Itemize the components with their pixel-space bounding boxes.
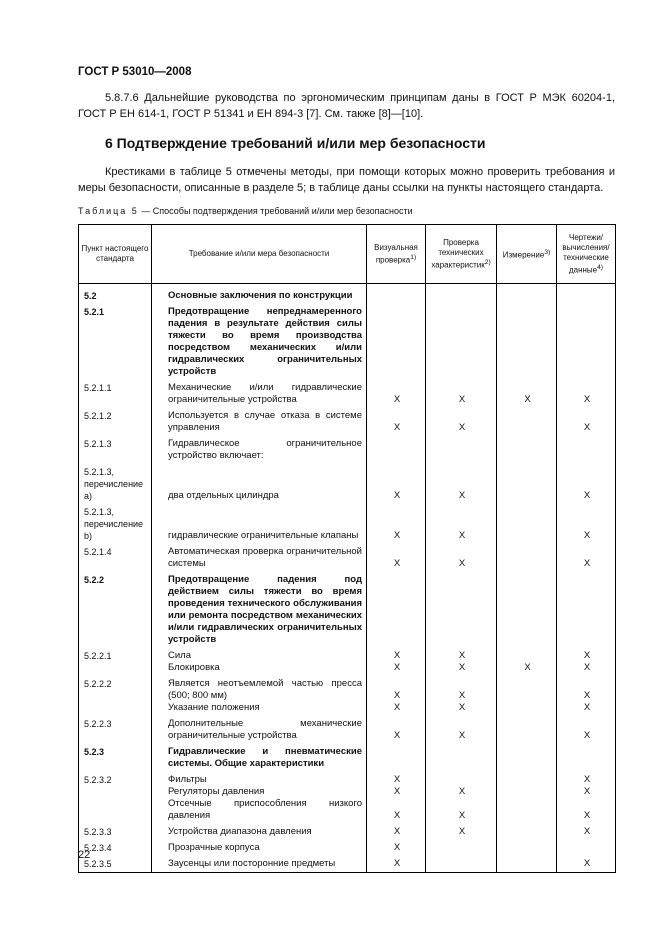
clause-cell: 5.2.3.2	[79, 772, 152, 824]
drawings-mark: X X	[557, 648, 616, 676]
requirement-cell	[152, 408, 367, 436]
functional-mark: X X	[426, 772, 497, 824]
paragraph-5-8-7-6: 5.8.7.6 Дальнейшие руководства по эргономическим принципам даны в ГОСТ Р МЭК 60204-1, ГОСТ Р ЕН 614-1, ГОСТ Р 51341 и ЕН 894-3 [7]. См. также [8]—[10].	[78, 92, 615, 120]
visual-mark	[367, 744, 426, 772]
section-intro-paragraph: Крестиками в таблице 5 отмечены методы, при помощи которых можно проверить требования и меры безопасности, описанные в разделе 5; в таблице даны ссылки на пункты настоящего стандарта.	[78, 166, 615, 194]
visual-mark: X X	[367, 648, 426, 676]
requirement-cell	[152, 744, 367, 772]
table-row	[79, 408, 616, 436]
requirement-line: Гидравлические и пневматические системы. Общие характеристики	[168, 746, 362, 769]
requirement-cell	[152, 716, 367, 744]
requirement-line: Механические и/или гидравлические ограничительные устройства	[168, 382, 362, 405]
table-caption	[78, 206, 413, 216]
section-title: 6 Подтверждение требований и/или мер безопасности	[105, 135, 486, 151]
requirement-line: Регуляторы давления	[168, 786, 265, 797]
requirement-line: Предотвращение падения под действием силы тяжести во время проведения технического обслуживания или ремонта посредством механических и/или гидравлических ограничительных устройств	[168, 574, 362, 645]
clause-cell: 5.2.2.2	[79, 676, 152, 716]
table-row	[79, 504, 616, 544]
clause-cell: 5.2.3.5	[79, 856, 152, 873]
drawings-mark: X	[557, 504, 616, 544]
visual-mark	[367, 436, 426, 464]
clause-cell: 5.2.1.3	[79, 436, 152, 464]
requirement-line: Является неотъемлемой частью пресса (500; 800 мм)	[168, 678, 362, 701]
drawings-mark	[557, 304, 616, 380]
drawings-mark: X	[557, 464, 616, 504]
visual-mark: X	[367, 544, 426, 572]
functional-mark: X X	[426, 676, 497, 716]
table-row	[79, 284, 616, 305]
functional-mark	[426, 744, 497, 772]
requirement-cell	[152, 380, 367, 408]
visual-mark	[367, 284, 426, 305]
drawings-mark: X	[557, 544, 616, 572]
requirement-line: Дополнительные механические ограничительные устройства	[168, 718, 362, 741]
visual-mark	[367, 304, 426, 380]
measurement-mark	[497, 716, 557, 744]
functional-mark: X	[426, 544, 497, 572]
functional-mark: X	[426, 464, 497, 504]
clause-cell: 5.2.1.1	[79, 380, 152, 408]
clause-cell: 5.2.2.3	[79, 716, 152, 744]
requirement-cell	[152, 464, 367, 504]
table-row	[79, 648, 616, 676]
functional-mark	[426, 436, 497, 464]
requirement-cell	[152, 544, 367, 572]
page-number: 22	[78, 849, 91, 861]
visual-mark: X	[367, 824, 426, 840]
measurement-mark	[497, 504, 557, 544]
clause-cell: 5.2.1.4	[79, 544, 152, 572]
requirement-line: Прозрачные корпуса	[168, 842, 260, 853]
measurement-mark: X	[497, 648, 557, 676]
clause-cell: 5.2.3.3	[79, 824, 152, 840]
table-row	[79, 744, 616, 772]
drawings-mark: X	[557, 824, 616, 840]
drawings-mark	[557, 284, 616, 305]
clause-cell: 5.2.1.3, перечисление b)	[79, 504, 152, 544]
clause-cell: 5.2.1.3, перечисление а)	[79, 464, 152, 504]
header-functional-check: Проверка технических характеристик$^{2)}$	[426, 225, 497, 284]
visual-mark: X	[367, 380, 426, 408]
measurement-mark	[497, 824, 557, 840]
table-row	[79, 856, 616, 873]
clause-cell: 5.2.3.4	[79, 840, 152, 856]
drawings-mark	[557, 572, 616, 648]
functional-mark	[426, 572, 497, 648]
requirement-line: Устройства диапазона давления	[168, 826, 312, 837]
document-header: ГОСТ Р 53010—2008	[78, 66, 192, 78]
requirement-cell	[152, 572, 367, 648]
visual-mark: X	[367, 408, 426, 436]
clause-cell: 5.2.1.2	[79, 408, 152, 436]
clause-cell: 5.2.2.1	[79, 648, 152, 676]
visual-mark: X	[367, 716, 426, 744]
requirement-cell	[152, 856, 367, 873]
measurement-mark	[497, 744, 557, 772]
table-row	[79, 544, 616, 572]
visual-mark: X	[367, 504, 426, 544]
measurement-mark	[497, 408, 557, 436]
table-row	[79, 304, 616, 380]
measurement-mark	[497, 676, 557, 716]
table-row	[79, 436, 616, 464]
requirement-line: Блокировка	[168, 662, 220, 673]
requirement-line: Предотвращение непреднамеренного падения в результате действия силы тяжести во время производства посредством механических и/или гидравлических ограничительных устройств	[168, 306, 362, 377]
functional-mark: X	[426, 716, 497, 744]
visual-mark: X	[367, 464, 426, 504]
requirement-line: Автоматическая проверка ограничительной системы	[168, 546, 362, 569]
table-row	[79, 840, 616, 856]
visual-mark: X	[367, 840, 426, 856]
functional-mark	[426, 304, 497, 380]
measurement-mark	[497, 284, 557, 305]
table-row	[79, 464, 616, 504]
visual-mark	[367, 572, 426, 648]
functional-mark	[426, 284, 497, 305]
requirement-line: Фильтры	[168, 774, 207, 785]
requirement-cell	[152, 676, 367, 716]
requirement-cell	[152, 840, 367, 856]
measurement-mark	[497, 464, 557, 504]
requirement-cell	[152, 436, 367, 464]
functional-mark: X	[426, 504, 497, 544]
header-clause: Пункт настоящего стандарта	[79, 225, 152, 284]
table-header-row	[79, 225, 616, 284]
drawings-mark	[557, 744, 616, 772]
table-caption-text: — Способы подтверждения требований и/или мер безопасности	[138, 206, 413, 216]
measurement-mark	[497, 840, 557, 856]
requirement-line: гидравлические ограничительные клапаны	[168, 530, 359, 541]
requirement-cell	[152, 284, 367, 305]
requirement-line: Основные заключения по конструкции	[168, 290, 353, 301]
requirement-cell	[152, 772, 367, 824]
requirement-line: Заусенцы или посторонние предметы	[168, 858, 336, 869]
drawings-mark	[557, 436, 616, 464]
verification-table	[78, 224, 616, 873]
drawings-mark: X	[557, 856, 616, 873]
clause-cell: 5.2.1	[79, 304, 152, 380]
table-row	[79, 676, 616, 716]
header-visual-check: Визуальная проверка$^{1)}$	[367, 225, 426, 284]
measurement-mark	[497, 436, 557, 464]
requirement-line: Сила	[168, 650, 191, 661]
visual-mark: X X X	[367, 772, 426, 824]
requirement-line: два отдельных цилиндра	[168, 490, 279, 501]
requirement-cell	[152, 824, 367, 840]
measurement-mark	[497, 572, 557, 648]
measurement-mark	[497, 544, 557, 572]
measurement-mark	[497, 772, 557, 824]
clause-cell: 5.2.2	[79, 572, 152, 648]
drawings-mark: X	[557, 408, 616, 436]
visual-mark: X X	[367, 676, 426, 716]
table-row	[79, 824, 616, 840]
requirement-cell	[152, 504, 367, 544]
clause-cell: 5.2	[79, 284, 152, 305]
functional-mark: X X	[426, 648, 497, 676]
functional-mark: X	[426, 380, 497, 408]
requirement-line: Отсечные приспособления низкого давления	[168, 798, 362, 821]
functional-mark	[426, 856, 497, 873]
table-caption-prefix: Таблица 5	[78, 206, 139, 216]
functional-mark: X	[426, 824, 497, 840]
header-drawings: Чертежи/ вычисления/ технические данные$^{4)}$	[557, 225, 616, 284]
visual-mark: X	[367, 856, 426, 873]
table-row	[79, 716, 616, 744]
header-measurement: Измерение$^{3)}$	[497, 225, 557, 284]
drawings-mark	[557, 840, 616, 856]
drawings-mark: X	[557, 716, 616, 744]
clause-cell: 5.2.3	[79, 744, 152, 772]
table-body	[79, 284, 616, 873]
drawings-mark: X	[557, 380, 616, 408]
measurement-mark	[497, 304, 557, 380]
functional-mark	[426, 840, 497, 856]
requirement-line: Используется в случае отказа в системе управления	[168, 410, 362, 433]
drawings-mark: X X	[557, 676, 616, 716]
requirement-line: Указание положения	[168, 702, 260, 713]
functional-mark: X	[426, 408, 497, 436]
drawings-mark: X X X	[557, 772, 616, 824]
measurement-mark	[497, 856, 557, 873]
requirement-cell	[152, 304, 367, 380]
requirement-cell	[152, 648, 367, 676]
table-row	[79, 772, 616, 824]
header-requirement: Требование и/или мера безопасности	[152, 225, 367, 284]
requirement-line: Гидравлическое ограничительное устройство включает:	[168, 438, 362, 461]
table-row	[79, 380, 616, 408]
table-row	[79, 572, 616, 648]
measurement-mark: X	[497, 380, 557, 408]
